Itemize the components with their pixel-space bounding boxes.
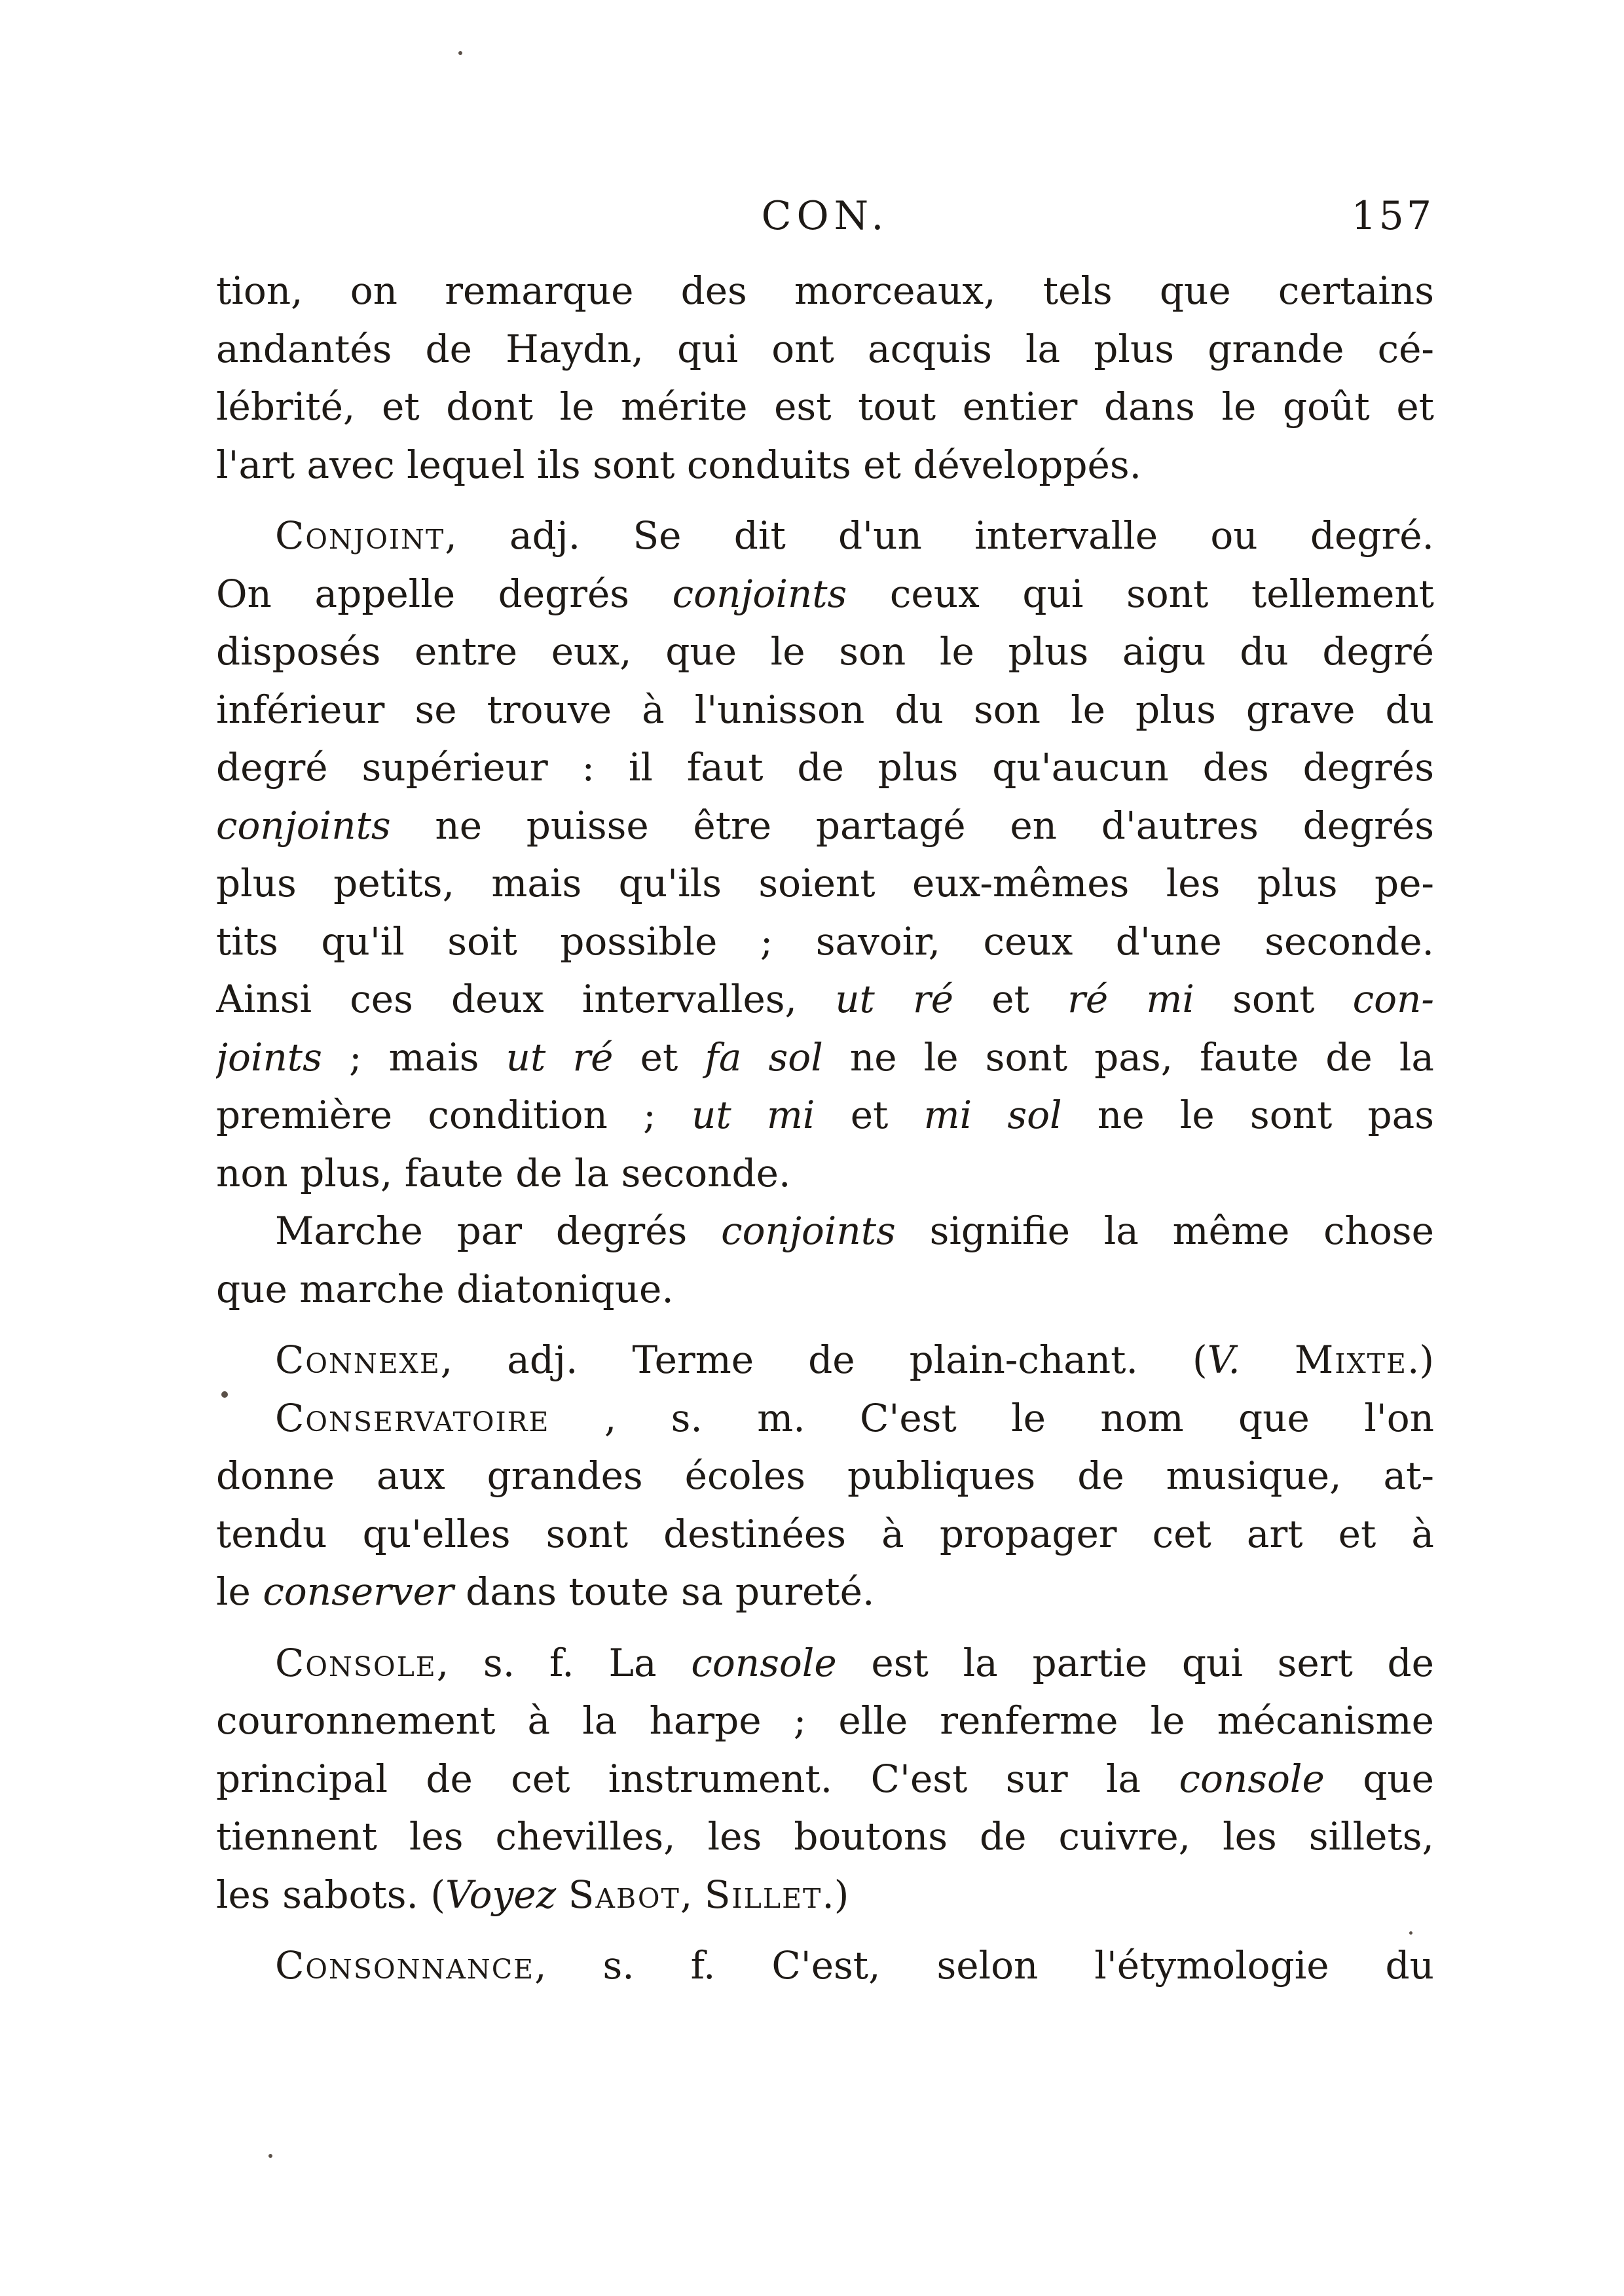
text-line [216, 1029, 1434, 1087]
text-line [216, 1750, 1434, 1808]
text-segment: tits qu'il soit possible ; savoir, ceux d'une seconde. [216, 919, 1434, 964]
text-segment: inférieur se trouve à l'unisson du son le plus grave du [216, 687, 1434, 732]
text-segment [1240, 1338, 1295, 1382]
italic-term: conserver [263, 1569, 454, 1614]
text-segment: dans toute sa pureté. [453, 1569, 875, 1614]
italic-term: ré mi [1067, 977, 1194, 1021]
headword: Conjoint [275, 513, 445, 558]
page-number: 157 [1351, 193, 1434, 239]
headword: Sillet [704, 1872, 822, 1917]
text-segment: et [613, 1034, 705, 1080]
text-line [216, 436, 1434, 494]
headword: Connexe [275, 1338, 441, 1382]
text-line [216, 507, 1434, 565]
text-line [216, 1808, 1434, 1866]
paragraph-gap [216, 1318, 1434, 1331]
text-segment: non plus, faute de la seconde. [216, 1150, 791, 1195]
text-line [216, 970, 1434, 1029]
text-segment: est la partie qui sert de [836, 1640, 1434, 1685]
text-line [216, 1086, 1434, 1144]
text-segment: , s. m. C'est le nom que l'on [549, 1395, 1434, 1440]
text-line [216, 681, 1434, 739]
text-segment: Ainsi ces deux intervalles, [216, 977, 836, 1021]
page-header [216, 187, 1434, 246]
text-segment: l'art avec lequel ils sont conduits et développés. [216, 442, 1142, 487]
text-segment: , s. f. La [436, 1640, 692, 1685]
text-segment: ne le sont pas, faute de la [822, 1034, 1434, 1080]
text-segment: tendu qu'elles sont destinées à propager cet art et à [216, 1511, 1434, 1556]
text-line [216, 1447, 1434, 1505]
italic-term: conjoints [672, 571, 847, 616]
italic-term: ut ré [506, 1034, 614, 1080]
paper-speck [1409, 1931, 1412, 1935]
text-segment: tion, on remarque des morceaux, tels que certains [216, 268, 1434, 313]
text-segment [556, 1872, 568, 1917]
text-segment: les sabots. ( [216, 1872, 446, 1917]
paragraph-gap [216, 1923, 1434, 1937]
text-line [216, 320, 1434, 378]
headword: Mixte [1294, 1338, 1407, 1382]
text-segment: ne puisse être partagé en d'autres degrés [390, 803, 1434, 848]
text-line [216, 1937, 1434, 1995]
text-segment: donne aux grandes écoles publiques de musique, at- [216, 1453, 1434, 1498]
text-segment: principal de cet instrument. C'est sur la [216, 1756, 1179, 1801]
text-line [216, 1866, 1434, 1924]
text-segment: degré supérieur : il faut de plus qu'aucun des degrés [216, 745, 1434, 790]
text-segment: lébrité, et dont le mérite est tout entier dans le goût et [216, 384, 1434, 429]
italic-term: V. [1207, 1338, 1240, 1382]
running-head: CON. [761, 193, 889, 239]
text-segment: plus petits, mais qu'ils soient eux-mêmes les plus pe- [216, 861, 1434, 905]
text-segment: .) [822, 1872, 849, 1917]
italic-term: con- [1352, 977, 1434, 1021]
italic-term: ut ré [835, 977, 954, 1021]
text-segment: ; mais [322, 1034, 506, 1080]
text-segment: , adj. Terme de plain-chant. ( [440, 1338, 1208, 1382]
text-line [216, 1505, 1434, 1563]
text-line [216, 797, 1434, 855]
text-line [216, 738, 1434, 797]
italic-term: Voyez [445, 1872, 557, 1917]
text-segment: andantés de Haydn, qui ont acquis la plus grande cé- [216, 326, 1434, 371]
text-line [216, 1389, 1434, 1448]
text-segment: , adj. Se dit d'un intervalle ou degré. [445, 513, 1434, 558]
paragraph-gap [216, 494, 1434, 507]
italic-term: conjoints [216, 803, 391, 848]
text-segment: première condition ; [216, 1093, 692, 1137]
paper-speck [268, 2154, 272, 2158]
text-line [216, 913, 1434, 971]
paper-speck [221, 1391, 228, 1398]
text-segment: et [815, 1093, 924, 1137]
text-line [216, 565, 1434, 623]
text-segment: sont [1194, 977, 1353, 1021]
text-line [216, 1260, 1434, 1319]
text-line [216, 1202, 1434, 1260]
italic-term: fa sol [705, 1034, 823, 1080]
text-segment: , s. f. C'est, selon l'étymologie du [534, 1943, 1434, 1988]
text-segment: signifie la même chose [895, 1209, 1434, 1253]
italic-term: ut mi [691, 1093, 815, 1137]
headword: Console [275, 1640, 437, 1685]
text-segment: .) [1407, 1338, 1434, 1382]
headword: Sabot [568, 1872, 680, 1917]
text-segment: Marche par degrés [275, 1209, 722, 1253]
text-line [216, 1692, 1434, 1750]
italic-term: console [691, 1640, 837, 1685]
italic-term: mi sol [923, 1093, 1062, 1137]
italic-term: joints [216, 1034, 322, 1080]
paper-speck [458, 51, 462, 55]
text-segment: ne le sont pas [1061, 1093, 1434, 1137]
text-segment: tiennent les chevilles, les boutons de cuivre, les sillets, [216, 1814, 1434, 1859]
italic-term: conjoints [721, 1209, 896, 1253]
text-segment: On appelle degrés [216, 571, 673, 616]
text-segment: que [1324, 1756, 1434, 1801]
text-segment: disposés entre eux, que le son le plus aigu du degré [216, 629, 1434, 674]
text-line [216, 1144, 1434, 1203]
body-text [216, 262, 1434, 1995]
text-line [216, 1634, 1434, 1692]
text-segment: ceux qui sont tellement [847, 571, 1434, 616]
paragraph-gap [216, 1621, 1434, 1634]
text-segment: et [953, 977, 1068, 1021]
text-line [216, 262, 1434, 320]
text-line [216, 378, 1434, 436]
text-segment: le [216, 1569, 263, 1614]
text-segment: que marche diatonique. [216, 1266, 674, 1311]
italic-term: console [1179, 1756, 1325, 1801]
text-line [216, 854, 1434, 913]
text-line [216, 1563, 1434, 1621]
headword: Conservatoire [275, 1395, 550, 1440]
text-segment: couronnement à la harpe ; elle renferme le mécanisme [216, 1698, 1434, 1743]
headword: Consonnance [275, 1943, 535, 1988]
text-segment: , [680, 1872, 705, 1917]
text-line [216, 623, 1434, 681]
text-line [216, 1331, 1434, 1389]
